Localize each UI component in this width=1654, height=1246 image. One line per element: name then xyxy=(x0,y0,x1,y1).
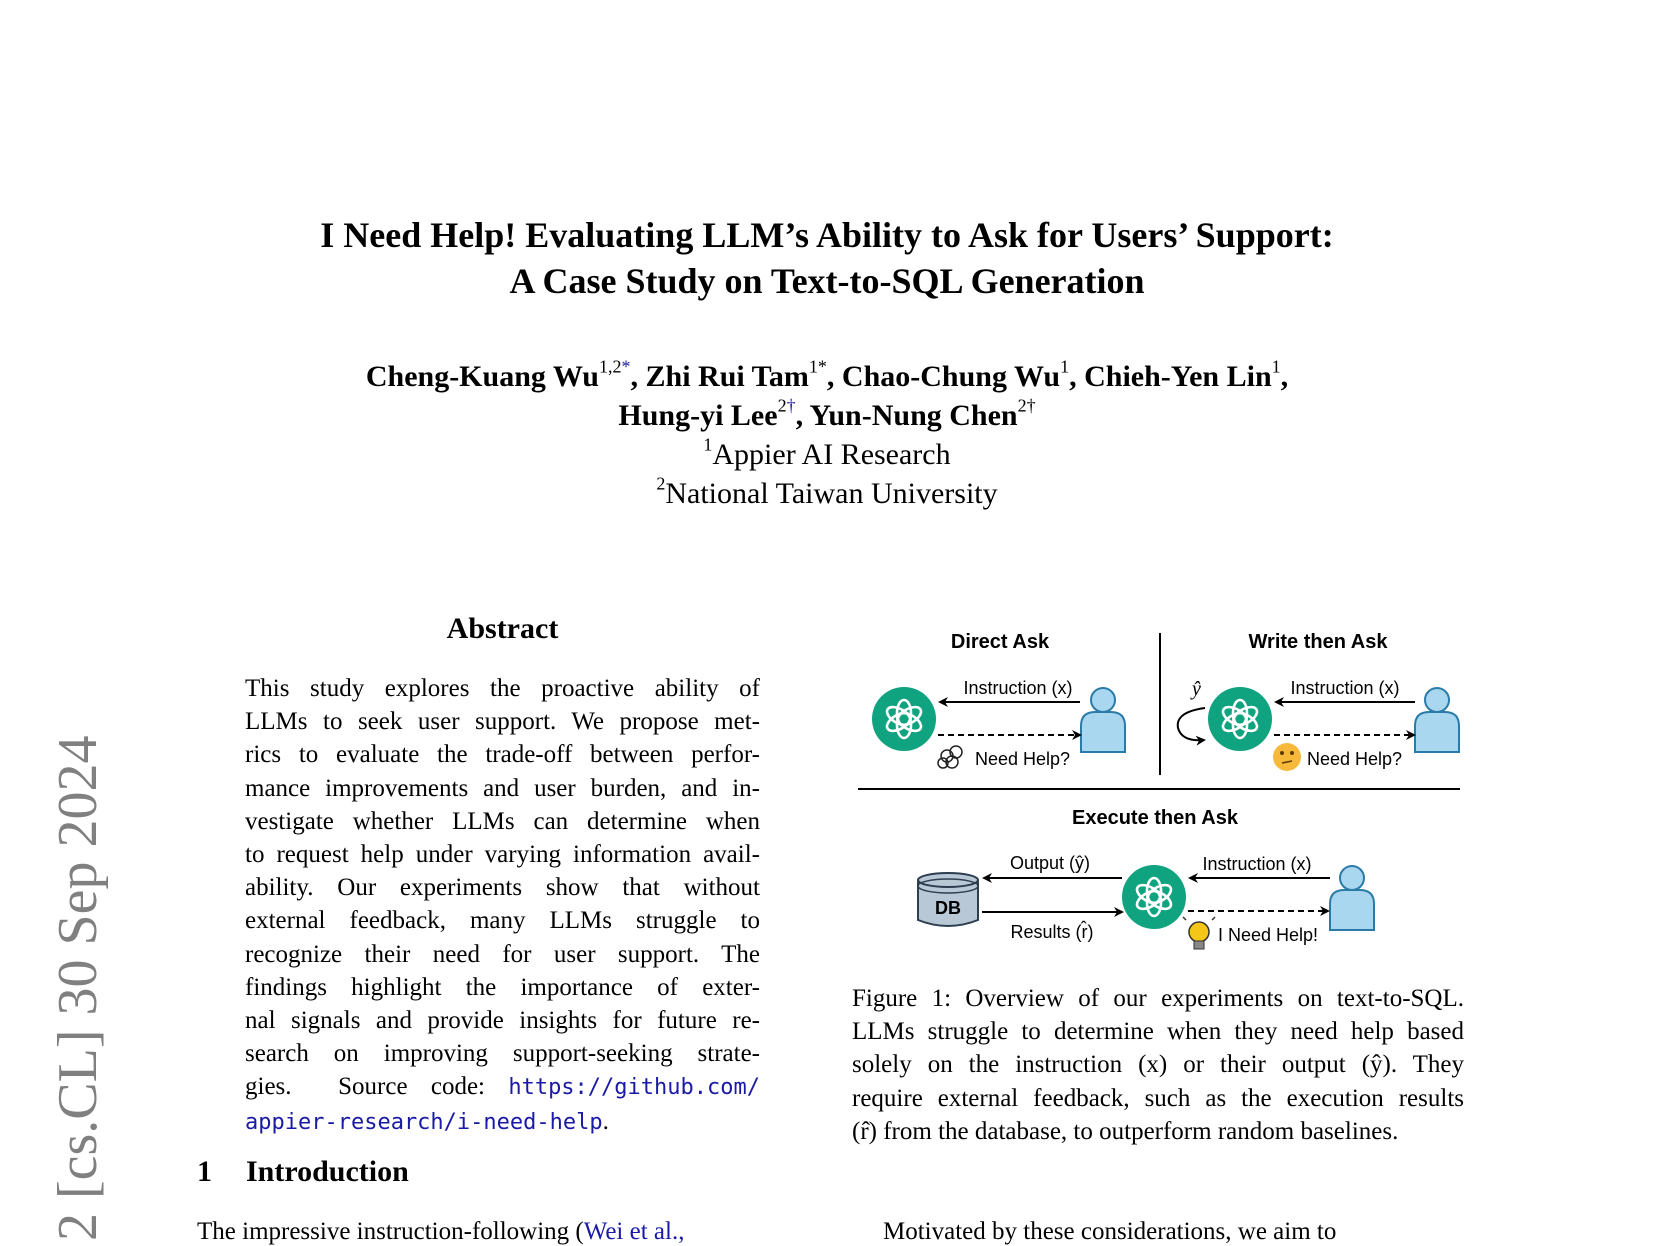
author-name: Zhi Rui Tam xyxy=(645,360,809,393)
abstract-line: LLMs to seek user support. We propose met- xyxy=(245,708,760,736)
self-loop-arrow xyxy=(1178,708,1205,740)
author-affil-sup: 1 xyxy=(808,356,818,377)
section-heading-introduction xyxy=(197,1155,409,1189)
abstract-heading: Abstract xyxy=(446,612,559,645)
instruction-label: Instruction (x) xyxy=(1202,854,1312,874)
abstract-line: ability. Our experiments show that without xyxy=(245,874,760,902)
author-name: Cheng-Kuang Wu xyxy=(365,360,599,393)
abstract-line-link xyxy=(245,1105,760,1139)
title-line-1: I Need Help! Evaluating LLM’s Ability to Ask for Users’ Support: xyxy=(320,215,1334,255)
abstract-line: findings highlight the importance of exter- xyxy=(245,973,760,1001)
paper-title xyxy=(0,212,1654,304)
panel-direct-ask xyxy=(872,631,1125,769)
author-name: Chao-Chung Wu xyxy=(841,360,1061,393)
corresponding-mark[interactable]: † xyxy=(786,395,796,416)
abstract-line: to request help under varying information avail- xyxy=(245,841,760,869)
caption-line: require external feedback, such as the execution results xyxy=(852,1084,1464,1112)
corresponding-mark[interactable]: † xyxy=(1026,395,1036,416)
abstract-line: mance improvements and user burden, and in- xyxy=(245,774,760,802)
equal-contrib-mark[interactable]: * xyxy=(621,356,631,377)
author-name: Hung-yi Lee xyxy=(618,399,778,432)
abstract-line: nal signals and provide insights for future re- xyxy=(245,1007,760,1035)
db-label: DB xyxy=(935,898,961,918)
authors-line-1: Cheng-Kuang $Wu^{1,2*}$, Zhi Rui Tam$^{1*}$, Chao-Chung Wu$^1$, Chieh-Yen Lin$^1$, xyxy=(365,356,1289,393)
abstract-line: search on improving support-seeking strate- xyxy=(245,1040,760,1068)
intro-text-right: Motivated by these considerations, we aim to xyxy=(883,1218,1337,1245)
need-help-label: Need Help? xyxy=(975,749,1071,769)
panel-title: Write then Ask xyxy=(1248,631,1388,653)
affiliation-2 xyxy=(0,474,1654,513)
abstract-line: This study explores the proactive ability of xyxy=(245,675,760,702)
llm-icon xyxy=(1122,865,1186,929)
user-icon xyxy=(1081,688,1125,752)
authors-line-2: Hung-yi Lee$^{2\dagger}$, Yun-Nung Chen$^{2\dagger}$ xyxy=(618,395,1036,432)
tangled-thought-icon xyxy=(938,746,962,768)
instruction-label: Instruction (x) xyxy=(1290,678,1400,698)
abstract-line: external feedback, many LLMs struggle to xyxy=(245,907,760,935)
author-affil-sup: 1 xyxy=(1060,356,1070,377)
i-need-help-label: I Need Help! xyxy=(1218,925,1319,945)
equal-contrib-mark[interactable]: * xyxy=(817,356,827,377)
affiliation-num: 1 xyxy=(703,434,713,455)
affiliation-name: Appier AI Research xyxy=(712,438,951,471)
abstract-body xyxy=(245,672,760,1139)
abstract-line: vestigate whether LLMs can determine when xyxy=(245,807,760,835)
section-number: 1 xyxy=(197,1155,212,1188)
affiliation-name: National Taiwan University xyxy=(665,477,998,510)
llm-icon xyxy=(1208,687,1272,751)
need-help-label: Need Help? xyxy=(1307,749,1403,769)
section-title: Introduction xyxy=(246,1155,409,1188)
database-icon xyxy=(918,873,978,926)
author-name: Chieh-Yen Lin xyxy=(1084,360,1272,393)
caption-line: LLMs struggle to determine when they need help based xyxy=(852,1018,1464,1046)
author-name: Yun-Nung Chen xyxy=(809,399,1018,432)
title-line-2: A Case Study on Text-to-SQL Generation xyxy=(509,261,1145,301)
self-output-label: ŷ xyxy=(1192,678,1201,700)
caption-line: solely on the instruction (x) or their output (ŷ). They xyxy=(852,1051,1464,1079)
intro-text: The impressive instruction-following ( xyxy=(197,1218,584,1245)
period: . xyxy=(602,1107,609,1135)
caption-line: Figure 1: Overview of our experiments on text-to-SQL. xyxy=(852,985,1464,1012)
figure-1-diagram xyxy=(840,615,1460,955)
intro-text-left xyxy=(197,1218,684,1246)
source-label: gies. Source code: xyxy=(245,1073,509,1101)
user-icon xyxy=(1330,866,1374,930)
caption-line: (r̂) from the database, to outperform random baselines. xyxy=(852,1117,1399,1145)
panel-execute-then-ask xyxy=(918,807,1374,949)
abstract-line: recognize their need for user support. The xyxy=(245,940,760,968)
panel-write-then-ask xyxy=(1178,631,1459,771)
author-affil-sup: 1,2 xyxy=(599,356,622,377)
abstract-line-source xyxy=(245,1070,760,1104)
user-icon xyxy=(1415,688,1459,752)
output-label: Output (ŷ) xyxy=(1009,853,1091,873)
author-affil-sup: 1 xyxy=(1271,356,1281,377)
panel-title: Direct Ask xyxy=(950,631,1050,653)
affiliation-1 xyxy=(0,435,1654,474)
llm-icon xyxy=(872,687,936,751)
lightbulb-icon xyxy=(1183,917,1215,949)
abstract-line: rics to evaluate the trade-off between perfor- xyxy=(245,741,760,769)
citation-link[interactable]: Wei et al., xyxy=(583,1218,685,1245)
authors xyxy=(0,357,1654,435)
panel-title: Execute then Ask xyxy=(1072,807,1238,829)
author-affil-sup: 2 xyxy=(1017,395,1027,416)
instruction-label: Instruction (x) xyxy=(963,678,1073,698)
source-code-link-cont[interactable]: appier-research/i-need-help xyxy=(245,1109,603,1135)
arxiv-stamp: 2 [cs.CL] 30 Sep 2024 xyxy=(47,735,109,1241)
thinking-face-icon xyxy=(1273,743,1301,771)
affiliation-num: 2 xyxy=(656,473,666,494)
results-label: Results (r̂) xyxy=(1010,922,1094,942)
figure-1-caption xyxy=(852,982,1464,1148)
author-affil-sup: 2 xyxy=(777,395,787,416)
source-code-link[interactable]: https://github.com/ xyxy=(508,1075,760,1101)
